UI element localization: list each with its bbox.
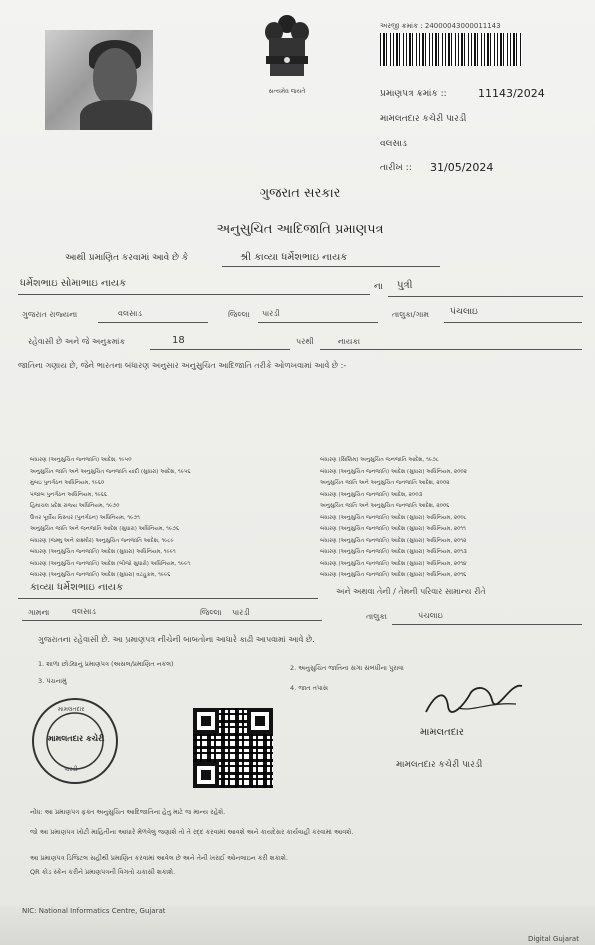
applicant-name: શ્રી કાવ્યા ધર્મેશભાઇ નાયક bbox=[240, 252, 348, 263]
certificate-no-label: પ્રમાણપત્ર ક્રમાંક :: bbox=[380, 89, 447, 99]
certificate-title: અનુસુચિત આદિજાતિ પ્રમાણપત્ર bbox=[216, 222, 384, 237]
seal-top-text: મામલતદાર bbox=[58, 706, 85, 713]
legal-order-item: અનુસુચિત જાતિ અને અનુસુચિત જનજાતિ યાદી (સુધારા) આદેશ, ૧૯૫૬ bbox=[30, 468, 191, 475]
signature-image bbox=[418, 672, 528, 722]
village2-prefix: ગામના bbox=[28, 608, 50, 617]
district2: પારડી bbox=[232, 608, 250, 617]
relation-label: ના bbox=[374, 282, 383, 292]
signatory-office: મામલતદાર કચેરી પારડી bbox=[396, 760, 483, 770]
legal-order-item: બંધારણ (સિક્કિમ) અનુસુચિત જનજાતિ આદેશ, ૧૯૭૮ bbox=[320, 457, 439, 463]
legal-order-item: બંધારણ (અનુસુચિત જનજાતિ) આદેશ (સુધારા) વટહુકમ, ૧૯૯૬ bbox=[30, 572, 171, 578]
declaration-text: જાતિના ગણાય છે, જેને ભારતના બંધારણ અનુસાર અનુસુચિત આદિજાતિ તરીકે ઓળખવામાં આવે છે :- bbox=[18, 361, 347, 370]
tribe-label: પરથી bbox=[296, 337, 314, 346]
footer-right: Digital Gujarat bbox=[528, 935, 579, 943]
tribe: નાયકા bbox=[338, 337, 361, 346]
father-name: ધર્મેશભાઇ સોમાભાઇ નાયક bbox=[20, 278, 127, 289]
taluka2-label: તાલુકા bbox=[366, 612, 387, 621]
official-seal bbox=[30, 696, 120, 786]
orders-left-list bbox=[30, 455, 290, 582]
applicant-photo bbox=[45, 30, 153, 130]
office-name: મામલતદાર કચેરી પારડી bbox=[380, 114, 467, 124]
district-label: જિલ્લા bbox=[228, 310, 250, 319]
legal-order-item: બંધારણ (અનુસુચિત જનજાતિ) આદેશ (સુધારા) અધિનિયમ, ૨૦૧૩ bbox=[320, 549, 467, 555]
government-title: ગુજરાત સરકાર bbox=[259, 186, 341, 201]
taluka-label: તાલુકા/ગામ bbox=[392, 310, 430, 319]
legal-order-item: ઉત્તર પૂર્વીય વિસ્તાર (પુનર્ગઠન) અધિનિયમ, ૧૯૭૧ bbox=[30, 514, 140, 521]
purpose-line: ગુજરાતના રહેવાસી છે. આ પ્રમાણપત્ર નીચેની બાબતોના આધારે કાઢી આપવામાં આવે છે. bbox=[38, 635, 315, 644]
intro-text: આથી પ્રમાણિત કરવામાં આવે છે કે bbox=[65, 253, 189, 263]
legal-order-item: બંધારણ (જમ્મુ અને કાશ્મીર) અનુસુચિત જનજાતિ આદેશ, ૧૯૮૯ bbox=[30, 537, 174, 544]
legal-order-item: બંધારણ (અનુસુચિત જનજાતિ) આદેશ (સુધારા) અધિનિયમ, ૨૦૧૧ bbox=[320, 526, 466, 532]
date-label: તારીખ :: bbox=[380, 163, 412, 173]
district: પારડી bbox=[262, 309, 280, 318]
footer-left: NIC: National Informatics Centre, Gujarat bbox=[22, 907, 166, 915]
legal-order-item: અનુસુચિત જાતિ અને અનુસુચિત જનજાતિ આદેશ, ૨૦૦૬ bbox=[320, 503, 450, 509]
legal-order-item: બંધારણ (અનુસુચિત જનજાતિ) આદેશ (સુધારા) અધિનિયમ, ૧૯૯૧ bbox=[30, 549, 176, 555]
legal-order-item: પંજાબ પુનર્ગઠન અધિનિયમ, ૧૯૬૬ bbox=[30, 491, 107, 498]
legal-order-item: હિમાચલ પ્રદેશ રાજ્ય અધિનિયમ, ૧૯૭૦ bbox=[30, 503, 120, 509]
seal-bottom-text: પારડી bbox=[64, 766, 78, 773]
legal-order-item: બંધારણ (અનુસુચિત જનજાતિ) આદેશ (સુધારા) અધિનિયમ, ૨૦૦૨ bbox=[320, 468, 467, 475]
seal-center-text: મામલતદાર કચેરી bbox=[48, 734, 105, 743]
legal-order-item: બંધારણ (અનુસુચિત જનજાતિ) આદેશ (બીજો સુધારો) અધિનિયમ, ૧૯૯૧ bbox=[30, 560, 191, 567]
relation: પુત્રી bbox=[397, 280, 413, 291]
basis-2: 2. અનુસુચિત જાતિના સગા સંબંધીના પુરાવા bbox=[290, 664, 404, 672]
national-emblem-icon bbox=[258, 12, 316, 95]
second-applicant-name: કાવ્યા ધર્મેશભાઇ નાયક bbox=[30, 582, 124, 593]
orders-right-list bbox=[320, 455, 580, 582]
basis-3: 3. પંચનામું bbox=[38, 677, 67, 685]
place-name: વલસાડ bbox=[380, 139, 407, 149]
legal-order-item: બંધારણ (અનુસુચિત જનજાતિ) આદેશ (સુધારા) અધિનિયમ, ૨૦૧૬ bbox=[320, 572, 467, 578]
legal-order-item: બંધારણ (અનુસુચિત જનજાતિ) આદેશ (સુધારા) અધિનિયમ, ૨૦૧૨ bbox=[320, 537, 467, 544]
signatory-designation: મામલતદાર bbox=[420, 727, 464, 738]
residence-label: રહેવાસી છે અને જે અનુક્રમાંક bbox=[28, 337, 126, 346]
note-line-3: આ પ્રમાણપત્ર ડિજિટલ સહીથી પ્રમાણિત કરવામાં આવેલ છે અને તેની ખરાઈ ઓનલાઇન કરી શકાશે. bbox=[30, 854, 288, 862]
issue-date: 31/05/2024 bbox=[430, 161, 494, 174]
family-text: અને અથવા તેની / તેમની પરિવાર સામાન્ય રીતે bbox=[336, 587, 486, 596]
district2-label: જિલ્લા bbox=[200, 608, 222, 617]
village2: વલસાડ bbox=[72, 607, 96, 616]
serial-number: 18 bbox=[172, 335, 185, 346]
taluka2: પંચલાઇ bbox=[418, 611, 443, 620]
legal-order-item: મુંબઇ પુનર્ગઠન અધિનિયમ, ૧૯૬૦ bbox=[30, 480, 105, 486]
application-number: અરજી ક્રમાંક : 24000043000011143 bbox=[380, 22, 501, 30]
basis-1: 1. શાળા છોડ્યાનું પ્રમાણપત્ર (અસલ/પ્રમાણિત નકલ) bbox=[38, 660, 174, 668]
qr-code bbox=[193, 708, 273, 788]
legal-order-item: બંધારણ (અનુસુચિત જનજાતિ) આદેશ, ૧૯૫૦ bbox=[30, 457, 132, 463]
emblem-caption: સત્યમેવ જયતે bbox=[268, 88, 306, 95]
legal-order-item: બંધારણ (અનુસુચિત જનજાતિ) આદેશ (સુધારા) અધિનિયમ, ૨૦૧૪ bbox=[320, 560, 467, 567]
taluka: પંચલાઇ bbox=[450, 307, 478, 317]
note-line-1: નોંધ: આ પ્રમાણપત્ર ફક્ત અનુસુચિત આદિજાતિના હેતુ માટે જ માન્ય રહેશે. bbox=[30, 808, 226, 816]
legal-order-item: બંધારણ (અનુસુચિત જનજાતિ) આદેશ (સુધારા) અધિનિયમ, ૨૦૦૮ bbox=[320, 514, 467, 521]
barcode bbox=[380, 33, 522, 66]
legal-order-item: અનુસુચિત જાતિ અને જનજાતિ આદેશ (સુધારા) અધિનિયમ, ૧૯૭૬ bbox=[30, 526, 180, 532]
certificate-no: 11143/2024 bbox=[478, 87, 545, 100]
legal-order-item: અનુસુચિત જાતિ અને અનુસુચિત જનજાતિ આદેશ, ૨૦૦૨ bbox=[320, 480, 450, 486]
state-prefix: ગુજરાત રાજ્યના bbox=[22, 310, 78, 319]
note-line-2: જો આ પ્રમાણપત્ર ખોટી માહિતીના આધારે મેળવેલું જણાશે તો તે રદ્દ કરવામાં આવશે અને કાયદેસર કાર્યવાહી કરવામાં આવશે. bbox=[30, 828, 354, 836]
basis-4: 4. જાત તપાસ bbox=[290, 684, 329, 692]
village: વલસાડ bbox=[118, 309, 142, 318]
legal-order-item: બંધારણ (અનુસુચિત જનજાતિ) આદેશ, ૨૦૦૩ bbox=[320, 491, 423, 498]
note-line-4: QR કોડ સ્કેન કરીને પ્રમાણપત્રની વિગતો ચકાસી શકાશે. bbox=[30, 868, 176, 876]
